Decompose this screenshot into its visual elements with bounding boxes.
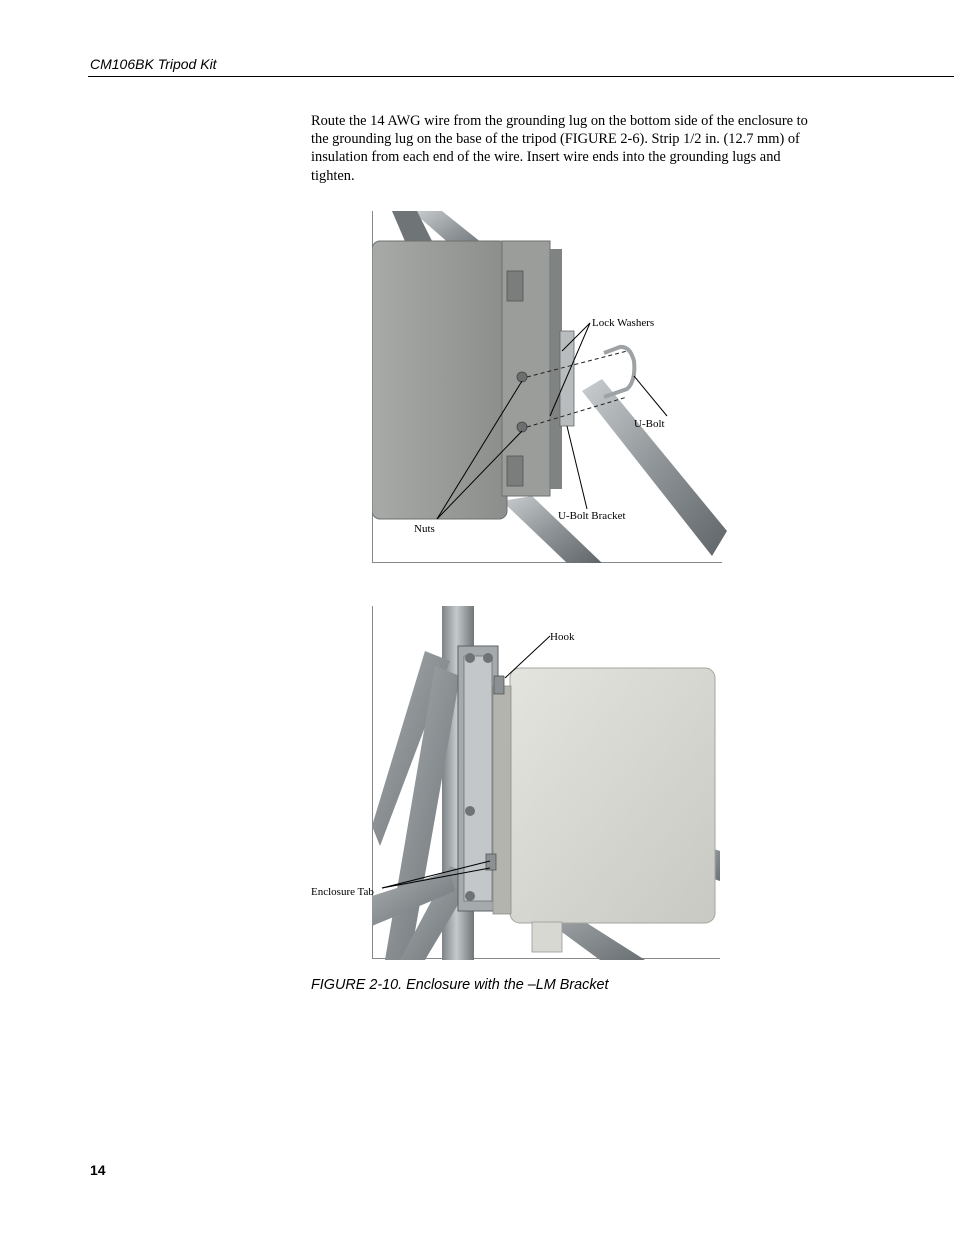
figure-lm-bracket: [300, 606, 730, 960]
label-enclosure-tab: Enclosure Tab: [311, 886, 374, 898]
enclosure-box: [510, 668, 715, 923]
page-header-title: CM106BK Tripod Kit: [90, 56, 217, 72]
nut-lower: [517, 422, 527, 432]
label-nuts: Nuts: [414, 523, 435, 535]
figure-ubolt-illustration: [372, 211, 732, 563]
label-u-bolt: U-Bolt: [634, 418, 665, 430]
tripod-leg-bottom: [502, 496, 602, 563]
bracket-hook: [494, 676, 504, 694]
figure-caption: FIGURE 2-10. Enclosure with the –LM Bracket: [311, 977, 609, 993]
nut-upper: [517, 372, 527, 382]
page-number: 14: [90, 1162, 106, 1178]
figure-lm-bracket-illustration: [300, 606, 730, 960]
u-bolt-bracket: [560, 331, 574, 426]
body-paragraph: Route the 14 AWG wire from the grounding lug on the bottom side of the enclosure to the grounding lug on the base of the tripod (FIGURE 2-6). Strip 1/2 in. (12.7 mm) of insulation from each end of the wire. Insert wire ends into the grounding lugs and tighten.: [311, 113, 808, 184]
label-hook: Hook: [550, 631, 575, 643]
tripod-leg-right: [582, 379, 727, 556]
figure-ubolt-mount: [372, 211, 732, 563]
label-u-bolt-bracket: U-Bolt Bracket: [558, 510, 626, 522]
label-lock-washers: Lock Washers: [592, 317, 655, 329]
enclosure-box: [372, 241, 507, 519]
header-divider: [88, 76, 954, 77]
